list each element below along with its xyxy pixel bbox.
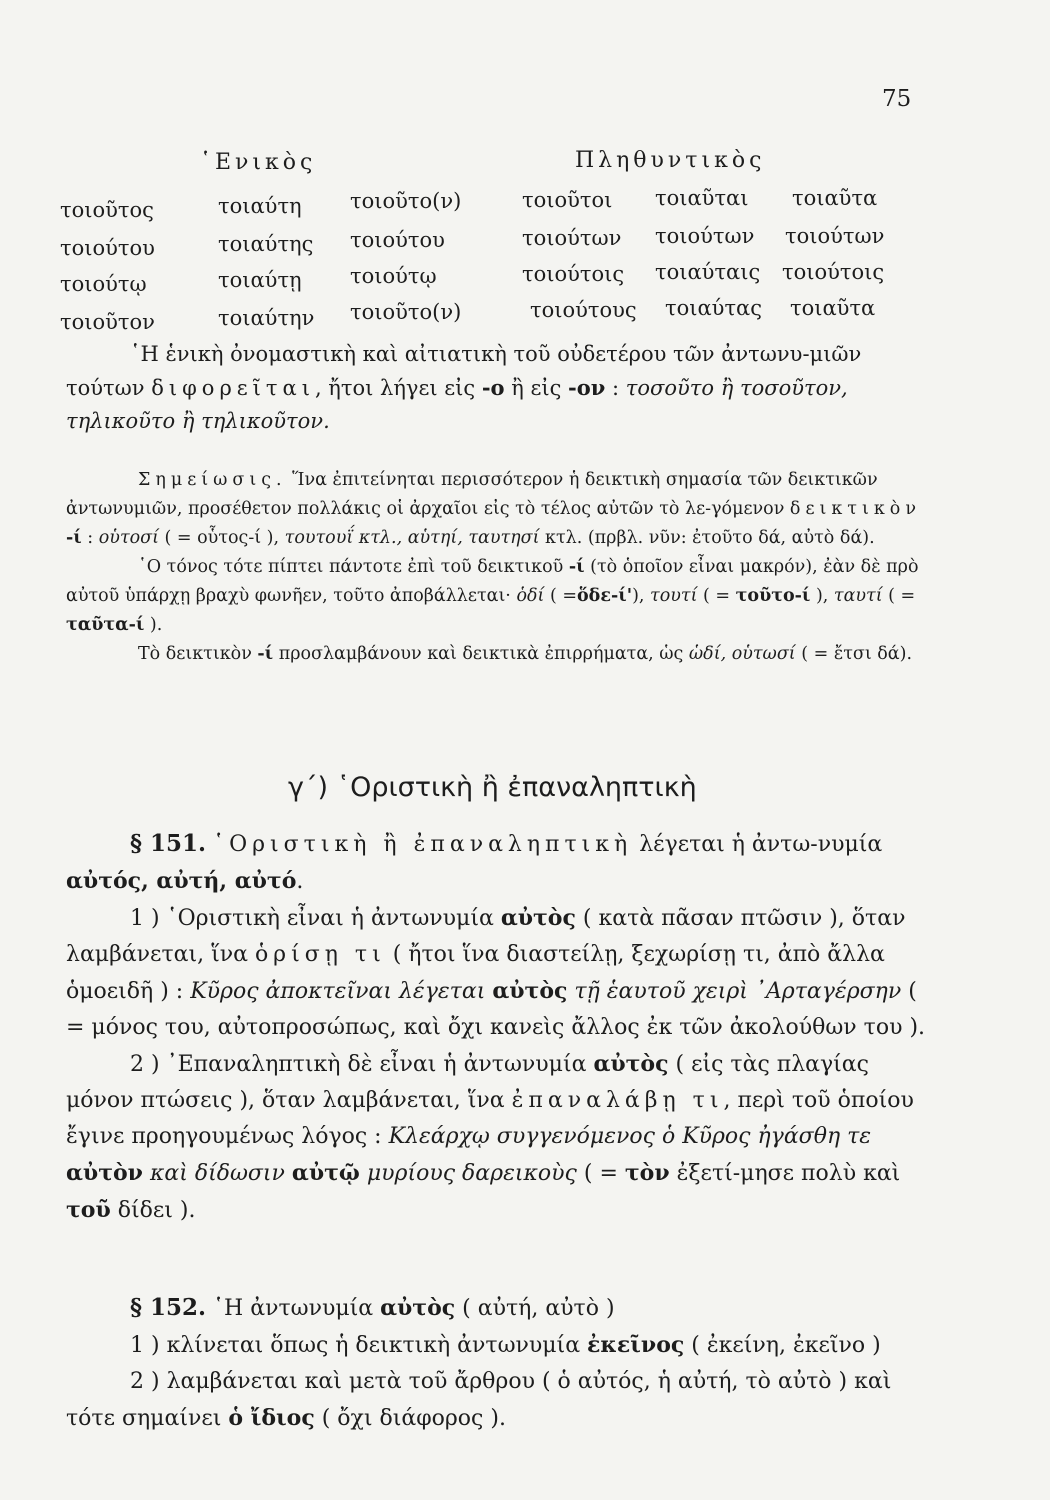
table-cell: τοιαῦτα <box>790 296 876 320</box>
section-152-item: 1 ) κλίνεται ὅπως ἡ δεικτικὴ ἀντωνυμία ἐκεῖνος ( ἐκείνη, ἐκεῖνο ) <box>130 1332 881 1358</box>
table-cell: τοιούτου <box>60 236 155 260</box>
neuter-paragraph: ῾Η ἑνικὴ ὀνομαστικὴ καὶ αἰτιατικὴ τοῦ οὐδετέρου τῶν ἀντωνυ-μιῶν τούτων διφορεῖται, ἤτοι λήγει εἰς -ο ἢ εἰς -ον : τοσοῦτο ἢ τοσοῦτον, τηλικοῦτο ἢ τηλικοῦτον. <box>66 342 862 433</box>
table-cell: τοιοῦτοι <box>522 188 613 212</box>
table-cell: τοιοῦτος <box>60 198 154 222</box>
table-cell: τοιαύτας <box>665 296 763 320</box>
table-cell: τοιοῦτο(ν) <box>350 189 462 213</box>
table-cell: τοιαῦται <box>655 186 749 210</box>
table-cell: τοιαύτην <box>218 306 315 330</box>
table-cell: τοιούτῳ <box>60 272 147 296</box>
section-152 <box>66 1290 940 1437</box>
table-cell: τοιούτων <box>785 224 885 248</box>
page-number: 75 <box>882 86 912 112</box>
header-plural: Πληθυντικὸς <box>575 148 766 173</box>
table-cell: τοιαύτη <box>218 194 302 218</box>
table-cell: τοιούτου <box>350 228 445 252</box>
table-cell: τοιαύταις <box>655 260 761 284</box>
section-152-heading: § 152. ῾Η ἀντωνυμία αὐτὸς ( αὐτή, αὐτὸ ) <box>130 1294 615 1321</box>
table-cell: τοιούτῳ <box>350 264 437 288</box>
table-cell: τοιούτοις <box>522 262 625 286</box>
table-cell: τοιαύτῃ <box>218 268 302 292</box>
table-cell: τοιοῦτο(ν) <box>350 300 462 324</box>
main-text <box>66 826 940 1229</box>
table-cell: τοιαῦτα <box>792 186 878 210</box>
table-cell: τοιαύτης <box>218 232 314 256</box>
paragraph-definitive: 1 ) ῾Οριστικὴ εἶναι ἡ ἀντωνυμία αὐτὸς ( κατὰ πᾶσαν πτῶσιν ), ὅταν λαμβάνεται, ἵνα ὁρίσῃ τι ( ἤτοι ἵνα διαστείλῃ, ξεχωρίσῃ τι, ἀπὸ ἄλλα ὁμοειδῆ ) : Κῦρος ἀποκτεῖναι λέγεται αὐτὸς τῇ ἑαυτοῦ χειρὶ ᾽Αρταγέρσην ( = μόνος του, αὐτοπροσώπως, καὶ ὄχι κανεὶς ἄλλος ἐκ τῶν ἀκολούθων του ). <box>66 905 926 1040</box>
table-cell: τοιοῦτον <box>60 310 155 334</box>
table-cell: τοιούτους <box>530 298 637 322</box>
header-singular: ῾Ενικὸς <box>200 150 317 175</box>
table-cell: τοιούτων <box>655 224 755 248</box>
note-block <box>66 466 940 669</box>
section-152-item: 2 ) λαμβάνεται καὶ μετὰ τοῦ ἄρθρου ( ὁ αὐτός, ἡ αὐτή, τὸ αὐτὸ ) καὶ τότε σημαίνει ὁ ἴδιος ( ὄχι διάφορος ). <box>66 1369 892 1431</box>
note-paragraph: Τὸ δεικτικὸν -ί προσλαμβάνουν καὶ δεικτικὰ ἐπιρρήματα, ὡς ὡδί, οὑτωσί ( = ἔτσι δά). <box>138 644 913 664</box>
table-cell: τοιούτοις <box>782 260 885 284</box>
section-151: § 151. ῾Οριστικὴ ἢ ἐπαναληπτικὴ λέγεται ἡ ἀντω-νυμία αὐτός, αὐτή, αὐτό. <box>66 830 883 894</box>
paragraph-repetitive: 2 ) ᾽Επαναληπτικὴ δὲ εἶναι ἡ ἀντωνυμία αὐτὸς ( εἰς τὰς πλαγίας μόνον πτώσεις ), ὅταν λαμβάνεται, ἵνα ἐπαναλάβῃ τι, περὶ τοῦ ὁποίου ἔγινε προηγουμένως λόγος : Κλεάρχῳ συγγενόμενος ὁ Κῦρος ἠγάσθη τε αὐτὸν καὶ δίδωσιν αὐτῷ μυρίους δαρεικοὺς ( = τὸν ἐξετί-μησε πολὺ καὶ τοῦ δίδει ). <box>66 1051 914 1223</box>
note-paragraph: Σημείωσις. Ἵνα ἐπιτείνηται περισσότερον ἡ δεικτικὴ σημασία τῶν δεικτικῶν ἀντωνυμιῶν, προσέθετον πολλάκις οἱ ἀρχαῖοι εἰς τὸ τέλος αὐτῶν τὸ λε-γόμενον δεικτικὸν -ί : οὑτοσί ( = οὗτος-ί ), τουτουΐ κτλ., αὑτηί, ταυτησί κτλ. (πρβλ. νῦν: ἐτοῦτο δά, αὐτὸ δά). <box>66 470 921 548</box>
table-cell: τοιούτων <box>522 226 622 250</box>
section-title: γ΄) ῾Οριστικὴ ἢ ἐπαναληπτικὴ <box>288 772 697 803</box>
note-paragraph: ῾Ο τόνος τότε πίπτει πάντοτε ἐπὶ τοῦ δεικτικοῦ -ί (τὸ ὁποῖον εἶναι μακρόν), ἐὰν δὲ πρὸ αὐτοῦ ὑπάρχῃ βραχὺ φωνῆεν, τοῦτο ἀποβάλλεται· ὁδί ( =ὅδε-ί'), τουτί ( = τοῦτο-ί ), ταυτί ( = ταῦτα-ί ). <box>66 557 919 635</box>
